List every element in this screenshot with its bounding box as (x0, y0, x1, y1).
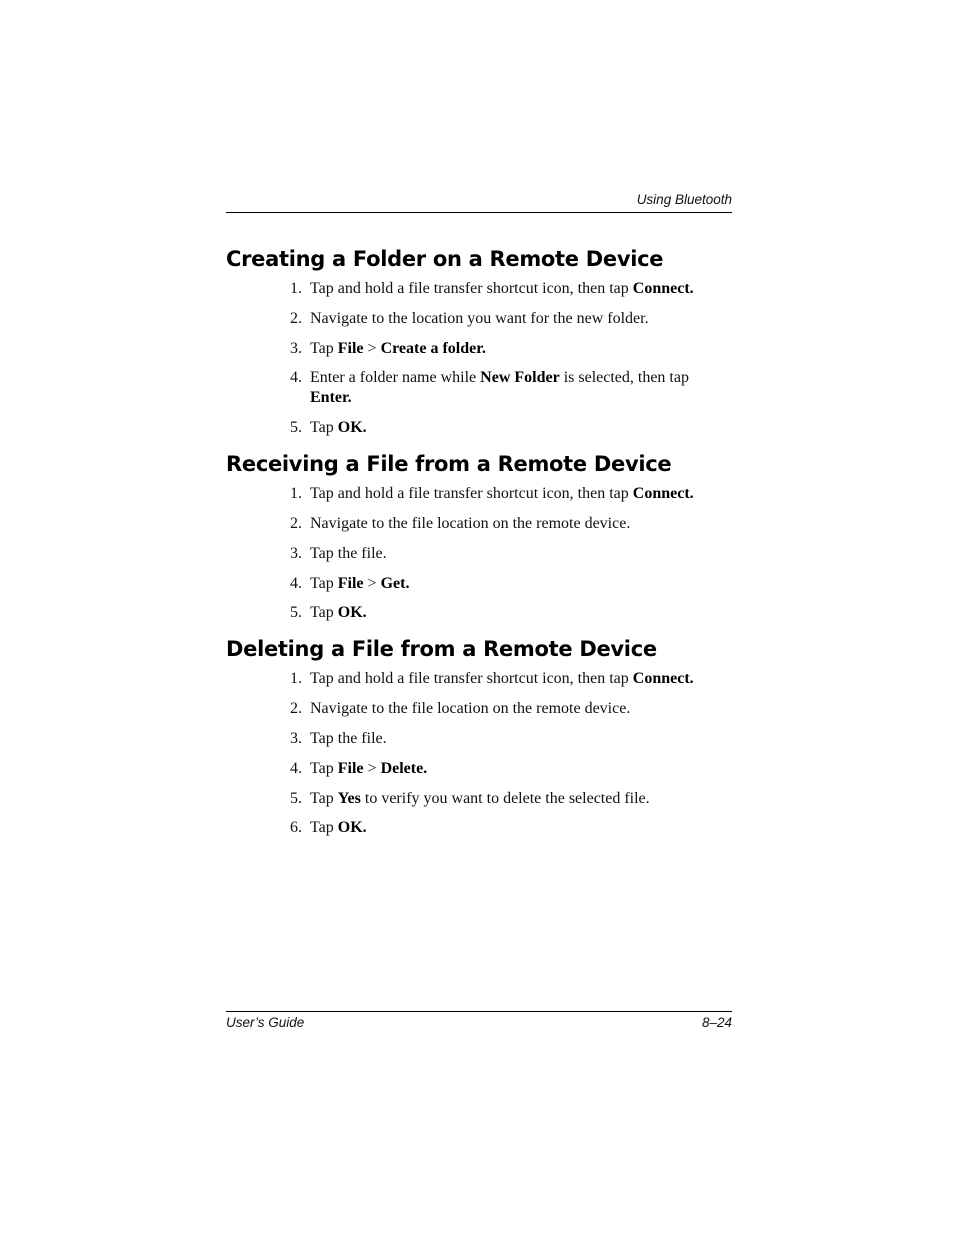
step-number: 6. (290, 819, 302, 837)
page-content (226, 243, 732, 848)
step-item (290, 279, 732, 299)
step-item (290, 514, 732, 534)
steps-list (226, 669, 732, 838)
step-item (290, 339, 732, 359)
step-number: 3. (290, 544, 302, 562)
step-item (290, 484, 732, 504)
step-item (290, 574, 732, 594)
step-text: Navigate to the file location on the remote device. (310, 700, 631, 718)
step-number: 4. (290, 574, 302, 592)
step-text: Tap File > Get. (310, 574, 410, 592)
step-number: 5. (290, 419, 302, 437)
step-item (290, 789, 732, 809)
step-item (290, 418, 732, 438)
step-item (290, 729, 732, 749)
steps-list (226, 484, 732, 623)
step-item (290, 818, 732, 838)
steps-list (226, 279, 732, 438)
footer-guide-title: User’s Guide (226, 1015, 305, 1030)
step-text: Navigate to the location you want for the new folder. (310, 309, 649, 327)
step-number: 1. (290, 670, 302, 688)
step-item (290, 368, 732, 408)
section-title: Creating a Folder on a Remote Device (226, 247, 664, 271)
step-text: Tap the file. (310, 544, 387, 562)
section-receiving-file (226, 448, 732, 623)
page-header (226, 190, 732, 213)
step-number: 3. (290, 339, 302, 357)
step-text: Tap OK. (310, 419, 367, 437)
step-item (290, 699, 732, 719)
step-number: 3. (290, 729, 302, 747)
step-number: 5. (290, 604, 302, 622)
step-number: 1. (290, 485, 302, 503)
step-item (290, 544, 732, 564)
step-text: Tap and hold a file transfer shortcut icon, then tap Connect. (310, 485, 694, 503)
step-text: Tap and hold a file transfer shortcut icon, then tap Connect. (310, 670, 694, 688)
step-item (290, 603, 732, 623)
step-item (290, 309, 732, 329)
step-number: 4. (290, 759, 302, 777)
section-title: Deleting a File from a Remote Device (226, 637, 657, 662)
section-title: Receiving a File from a Remote Device (226, 452, 672, 477)
step-number: 1. (290, 280, 302, 297)
step-number: 5. (290, 789, 302, 807)
step-number: 2. (290, 700, 302, 718)
step-text: Enter a folder name while New Folder is selected, then tap Enter. (310, 369, 689, 407)
step-text: Tap Yes to verify you want to delete the selected file. (310, 789, 650, 807)
step-text: Tap the file. (310, 729, 387, 747)
section-creating-folder (226, 243, 732, 438)
page-number: 8–24 (701, 1015, 732, 1030)
running-title: Using Bluetooth (636, 192, 732, 207)
step-number: 2. (290, 514, 302, 532)
step-text: Tap OK. (310, 604, 367, 622)
page-footer (226, 1011, 732, 1032)
step-item (290, 669, 732, 689)
step-item (290, 759, 732, 779)
section-deleting-file (226, 633, 732, 838)
step-text: Tap and hold a file transfer shortcut icon, then tap Connect. (310, 280, 694, 297)
step-text: Tap File > Create a folder. (310, 339, 486, 357)
step-text: Tap OK. (310, 819, 367, 837)
step-text: Tap File > Delete. (310, 759, 428, 777)
step-number: 4. (290, 369, 302, 387)
step-number: 2. (290, 309, 302, 327)
step-text: Navigate to the file location on the remote device. (310, 514, 631, 532)
